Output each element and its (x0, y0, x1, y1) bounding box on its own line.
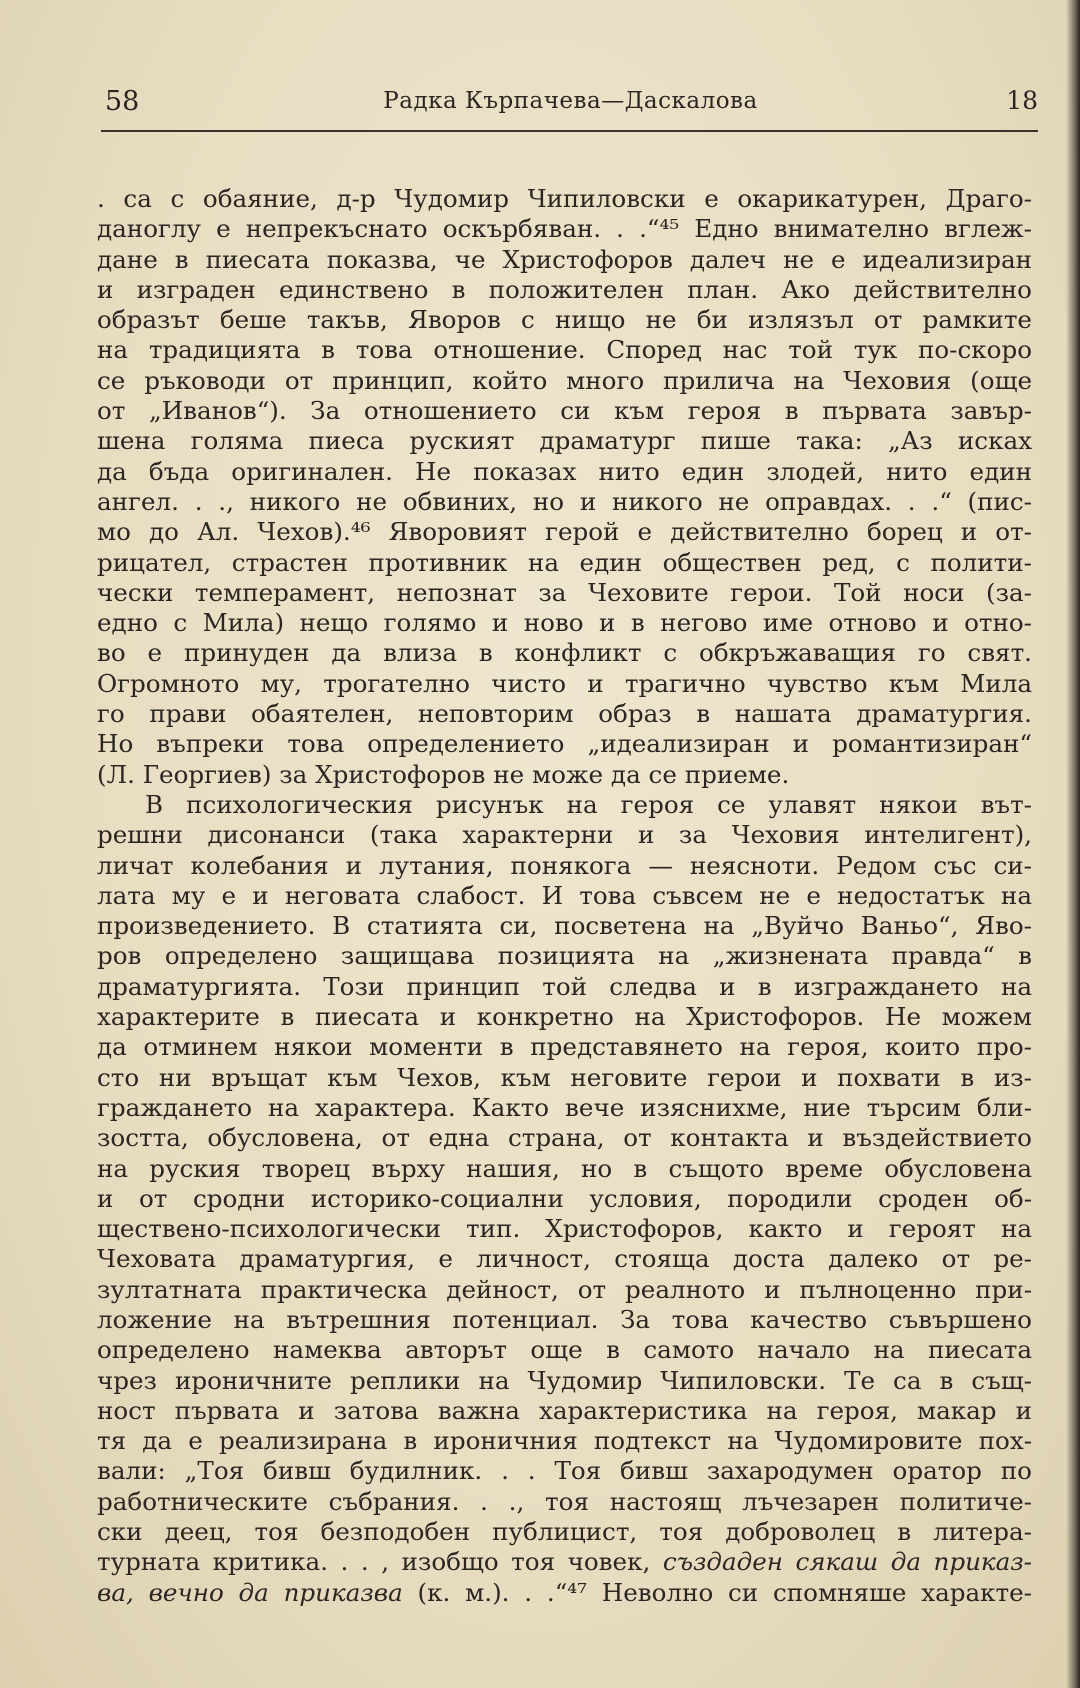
text-line: да бъда оригинален. Не показах нито един злодей, нито един (97, 456, 1032, 486)
paragraph-2 (97, 790, 1032, 1608)
text-line: се ръководи от принцип, който много прилича на Чеховия (още (97, 365, 1032, 395)
text-line: мо до Ал. Чехов).⁴⁶ Яворовият герой е действително борец и от- (97, 517, 1032, 547)
text-line-mixed (97, 1578, 1032, 1608)
text-line: тя да е реализирана в ироничния подтекст на Чудомировите пох- (97, 1426, 1032, 1456)
text-line: решни дисонанси (така характерни и за Чеховия интелигент), (97, 820, 1032, 850)
text-line: от „Иванов“). За отношението си към героя в първата завър- (97, 396, 1032, 426)
text-line: ски деец, тоя безподобен публицист, тоя доброволец в литера- (97, 1517, 1032, 1547)
text-line: едно с Мила) нещо голямо и ново и в негово име отново и отно- (97, 608, 1032, 638)
text-line: го прави обаятелен, неповторим образ в нашата драматургия. (97, 699, 1032, 729)
text-line: В психологическия рисунък на героя се улавят някои вът- (145, 789, 1032, 819)
text-line: ност първата и затова важна характеристика на героя, макар и (97, 1395, 1032, 1425)
text-line: ложение на вътрешния потенциал. За това качество съвършено (97, 1304, 1032, 1334)
text-line: вали: „Тоя бивш будилник. . . Тоя бивш захародумен оратор по (97, 1456, 1032, 1486)
text-line: драматургията. Този принцип той следва и в изграждането на (97, 971, 1032, 1001)
text-line: сто ни връщат към Чехов, към неговите герои и похвати в из- (97, 1062, 1032, 1092)
text-line: работническите събрания. . ., тоя настоящ лъчезарен политиче- (97, 1486, 1032, 1516)
paragraph-1 (97, 184, 1032, 790)
italic-emphasis: създаден сякаш да приказ- (662, 1547, 1032, 1577)
text-segment: турната критика. . . , изобщо тоя човек, (97, 1547, 651, 1577)
header-rule (101, 130, 1038, 132)
body-text (97, 184, 1032, 1608)
italic-emphasis: ва, вечно да приказва (97, 1577, 403, 1607)
text-line: зостта, обусловена, от една страна, от контакта и въздействието (97, 1123, 1032, 1153)
text-line: личат колебания и лутания, понякога — неясноти. Редом със си- (97, 850, 1032, 880)
text-line: ангел. . ., никого не обвиних, но и никого не оправдах. . .“ (пис- (97, 486, 1032, 516)
text-line: Но въпреки това определението „идеализиран и романтизиран“ (97, 729, 1032, 759)
text-line: граждането на характера. Както вече изяснихме, ние търсим бли- (97, 1092, 1032, 1122)
text-line: Огромното му, трогателно чисто и трагично чувство към Мила (97, 668, 1032, 698)
page-number: 58 (105, 86, 140, 117)
text-line: даноглу е непрекъснато оскърбяван. . .“⁴⁵ Едно внимателно вглеж- (97, 214, 1032, 244)
text-line: шена голяма пиеса руският драматург пише така: „Аз исках (97, 426, 1032, 456)
text-line: лата му е и неговата слабост. И това съвсем не е недостатък на (97, 880, 1032, 910)
text-line: дане в пиесата показва, че Христофоров далеч не е идеализиран (97, 244, 1032, 274)
text-line: чрез ироничните реплики на Чудомир Чипиловски. Те са в същ- (97, 1365, 1032, 1395)
text-line: рицател, страстен противник на един обществен ред, с полити- (97, 547, 1032, 577)
text-segment: (к. м.). . .“⁴⁷ Неволно си спомняше характе- (417, 1577, 1032, 1607)
text-line: произведението. В статията си, посветена на „Вуйчо Ваньо“, Яво- (97, 911, 1032, 941)
text-line: характерите в пиесата и конкретно на Христофоров. Не можем (97, 1002, 1032, 1032)
text-line: зултатната практическа дейност, от реалното и пълноценно при- (97, 1274, 1032, 1304)
signature-mark: 18 (1006, 86, 1038, 115)
text-line: во е принуден да влиза в конфликт с обкръжаващия го свят. (97, 638, 1032, 668)
text-line: определено намеква авторът още в самото начало на пиесата (97, 1335, 1032, 1365)
page-edge-shadow (1066, 0, 1080, 1688)
text-line: Чеховата драматургия, е личност, стояща доста далеко от ре- (97, 1244, 1032, 1274)
running-title: Радка Кърпачева—Даскалова (383, 88, 758, 114)
text-line: на традицията в това отношение. Според нас той тук по-скоро (97, 335, 1032, 365)
text-line: чески темперамент, непознат за Чеховите герои. Той носи (за- (97, 577, 1032, 607)
text-line: (Л. Георгиев) за Христофоров не може да се приеме. (97, 759, 790, 789)
text-line: и от сродни историко-социални условия, породили сроден об- (97, 1183, 1032, 1213)
text-line: образът беше такъв, Яворов с нищо не би излязъл от рамките (97, 305, 1032, 335)
text-line: ров определено защищава позицията на „жизнената правда“ в (97, 941, 1032, 971)
running-header (103, 86, 1038, 126)
text-line: на руския творец върху нашия, но в същото време обусловена (97, 1153, 1032, 1183)
text-line: ществено-психологически тип. Христофоров, както и героят на (97, 1214, 1032, 1244)
text-line: да отминем някои моменти в представянето на героя, които про- (97, 1032, 1032, 1062)
text-line: и изграден единствено в положителен план. Ако действително (97, 274, 1032, 304)
text-line-mixed (97, 1547, 1032, 1577)
text-line: . са с обаяние, д-р Чудомир Чипиловски е окарикатурен, Драго- (97, 184, 1032, 213)
